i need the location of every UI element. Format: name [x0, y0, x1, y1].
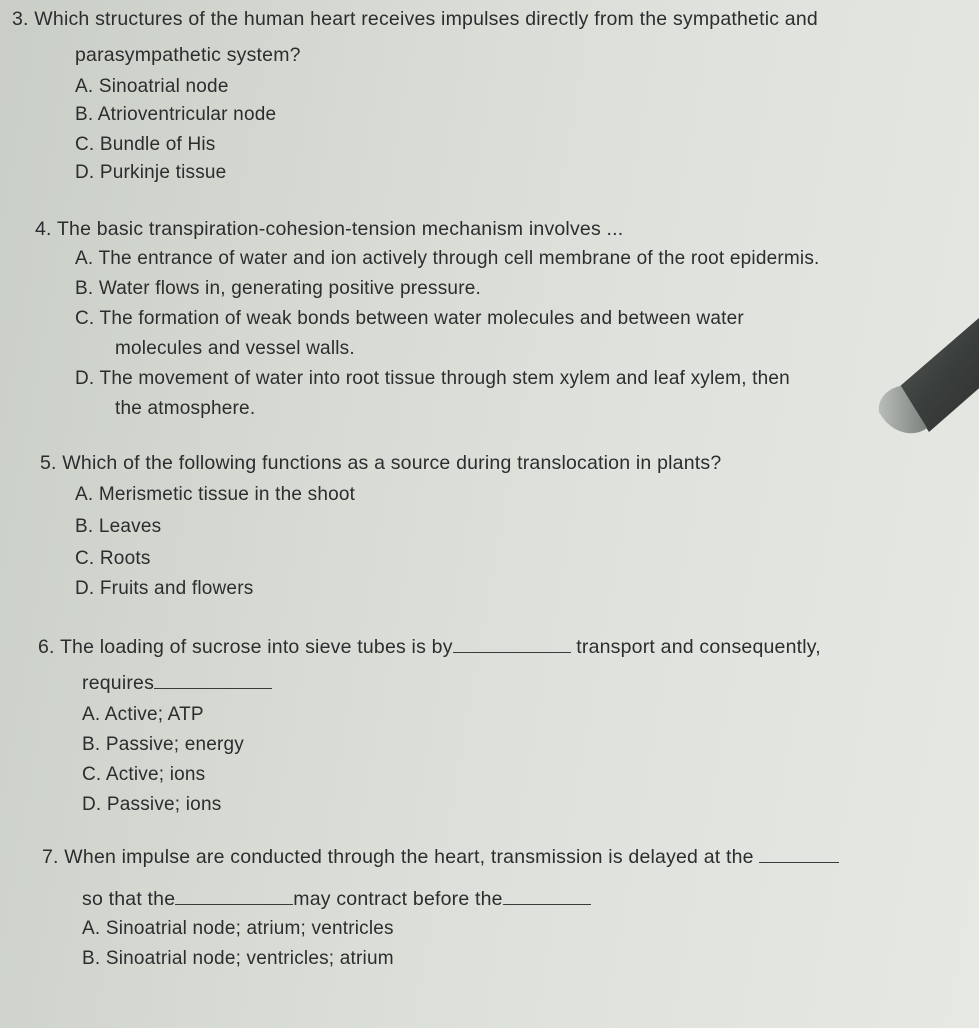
option-4a: A. The entrance of water and ion actively through cell membrane of the root epidermis. [75, 248, 820, 269]
option-3d: D. Purkinje tissue [75, 162, 227, 183]
option-3b: B. Atrioventricular node [75, 104, 277, 125]
question-text: so that the [82, 888, 176, 910]
question-text: Which structures of the human heart receives impulses directly from the sympathetic and [34, 8, 818, 30]
option-5d: D. Fruits and flowers [75, 578, 254, 599]
answer-blank [453, 638, 571, 653]
question-6-cont [82, 672, 272, 694]
question-3-cont: parasympathetic system? [75, 44, 301, 66]
question-text: transport and consequently, [576, 636, 821, 658]
question-5 [40, 452, 721, 474]
option-5c: C. Roots [75, 548, 151, 569]
question-number: 7. [42, 846, 59, 868]
option-4b: B. Water flows in, generating positive pressure. [75, 278, 481, 299]
question-3 [12, 8, 818, 30]
option-7a: A. Sinoatrial node; atrium; ventricles [82, 918, 394, 939]
option-5b: B. Leaves [75, 516, 162, 537]
answer-blank [759, 848, 839, 863]
option-6d: D. Passive; ions [82, 794, 222, 815]
option-6b: B. Passive; energy [82, 734, 245, 755]
option-6c: C. Active; ions [82, 764, 206, 785]
question-4 [35, 218, 623, 240]
question-number: 5. [40, 452, 57, 474]
answer-blank [175, 890, 293, 905]
option-4c: C. The formation of weak bonds between water molecules and between water [75, 308, 744, 329]
option-5a: A. Merismetic tissue in the shoot [75, 484, 356, 505]
question-text: The loading of sucrose into sieve tubes is by [59, 636, 453, 658]
option-3a: A. Sinoatrial node [75, 76, 229, 97]
question-text: Which of the following functions as a source during translocation in plants? [62, 452, 722, 474]
option-3c: C. Bundle of His [75, 134, 216, 155]
question-number: 4. [35, 218, 52, 240]
question-text: requires [82, 672, 155, 694]
question-7 [42, 846, 839, 868]
pen-icon [859, 292, 979, 442]
question-6 [38, 636, 821, 658]
question-number: 6. [38, 636, 55, 658]
option-4d: D. The movement of water into root tissue through stem xylem and leaf xylem, then [75, 368, 790, 389]
option-4c-cont: molecules and vessel walls. [115, 338, 355, 359]
answer-blank [503, 890, 591, 905]
question-number: 3. [12, 8, 29, 30]
option-7b: B. Sinoatrial node; ventricles; atrium [82, 948, 394, 969]
question-text: The basic transpiration-cohesion-tension mechanism involves ... [56, 218, 624, 240]
question-text: When impulse are conducted through the heart, transmission is delayed at the [64, 846, 754, 868]
answer-blank [154, 674, 272, 689]
question-text: may contract before the [293, 888, 503, 910]
option-4d-cont: the atmosphere. [115, 398, 256, 419]
question-7-cont [82, 888, 591, 910]
option-6a: A. Active; ATP [82, 704, 204, 725]
